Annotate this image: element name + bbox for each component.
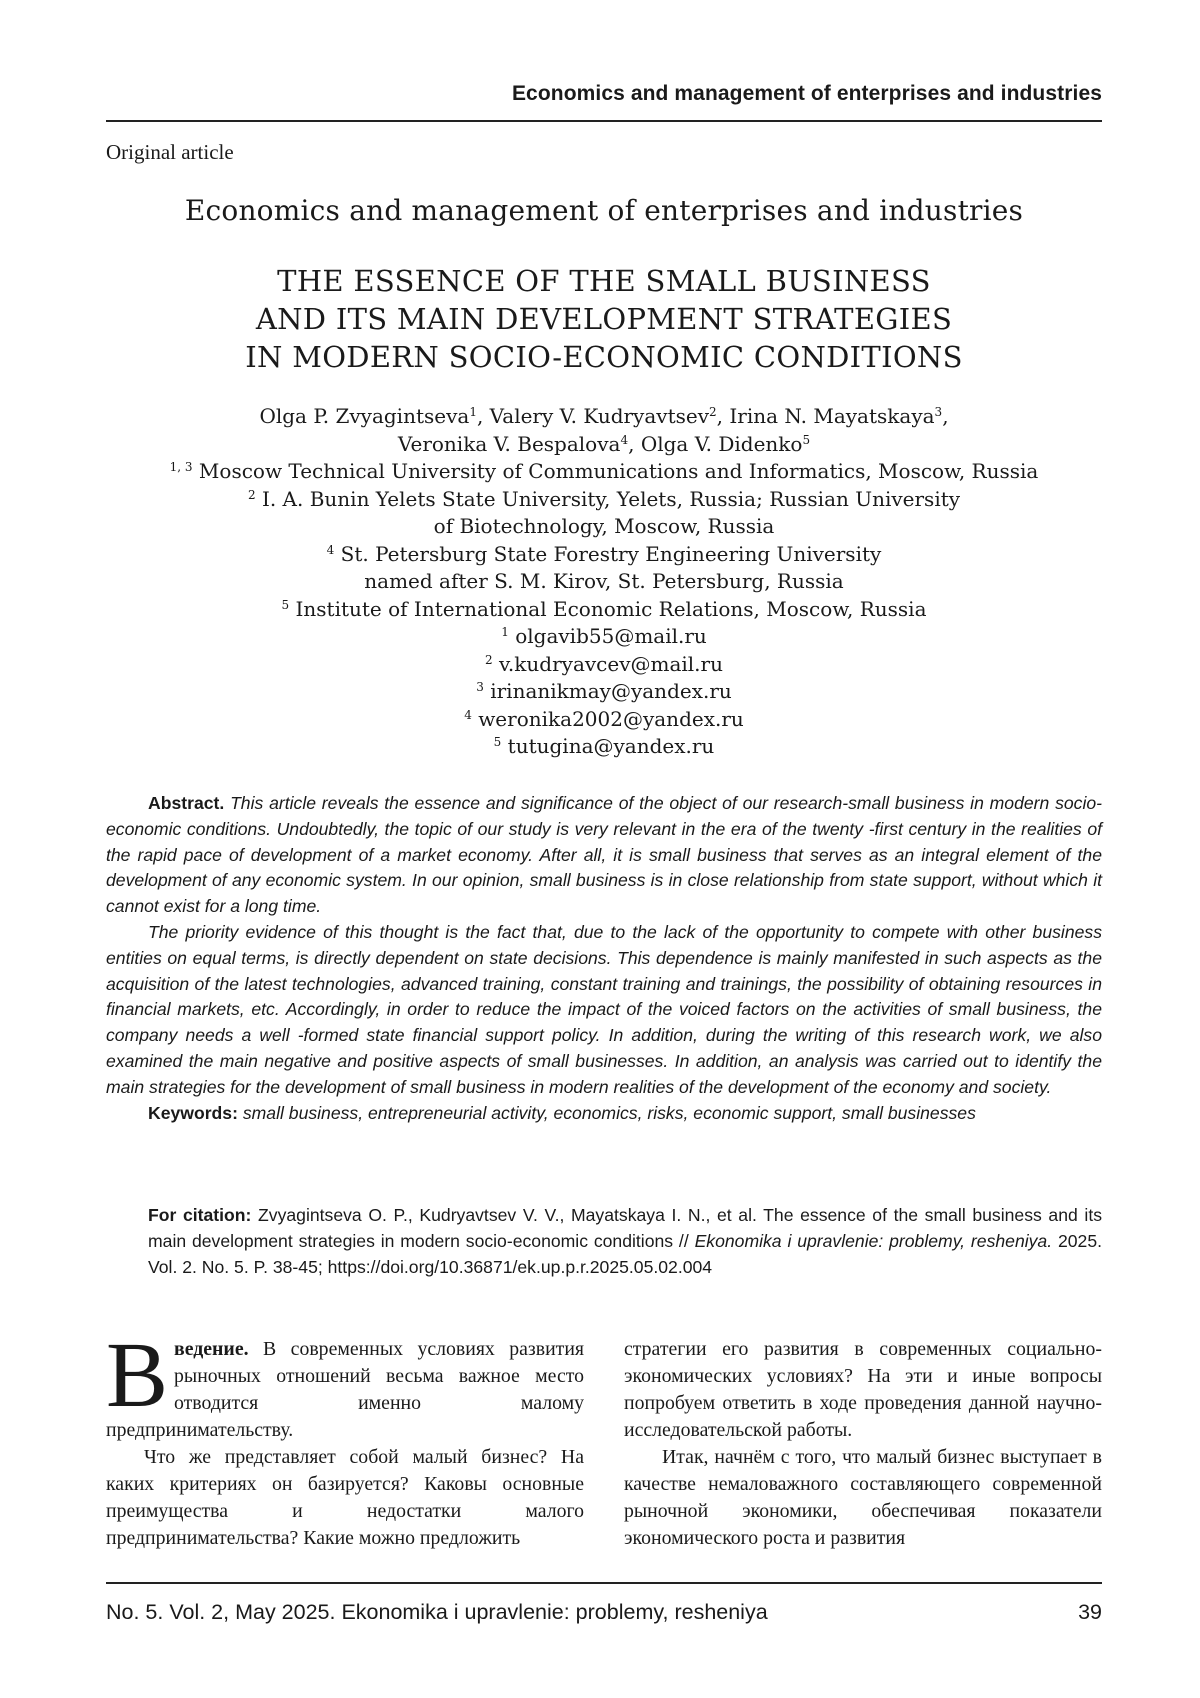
title-line: AND ITS MAIN DEVELOPMENT STRATEGIES — [106, 300, 1102, 338]
authors-block — [106, 403, 1102, 761]
author-sup: 5 — [802, 433, 810, 447]
author-sup: 1 — [469, 405, 477, 419]
author-sup: 2 — [709, 405, 717, 419]
affiliation-text: Institute of International Economic Relations, Moscow, Russia — [296, 597, 927, 621]
affiliation-cont: named after S. M. Kirov, St. Petersburg, Russia — [106, 568, 1102, 596]
affiliation-sup: 4 — [327, 543, 335, 557]
email-link[interactable]: irinanikmay@yandex.ru — [490, 679, 732, 703]
affiliation-cont: of Biotechnology, Moscow, Russia — [106, 513, 1102, 541]
abstract-paragraph — [106, 791, 1102, 920]
body-paragraph: Что же представляет собой малый бизнес? На каких критериях он базируется? Каковы основные преимущества и недостатки малого предпринимательства? Какие можно предложить — [106, 1444, 584, 1552]
paper-title — [106, 262, 1102, 376]
affiliation-sup: 1, 3 — [170, 460, 193, 474]
affiliation-text: I. A. Bunin Yelets State University, Yelets, Russia; Russian University — [262, 487, 960, 511]
email-sup: 4 — [464, 708, 472, 722]
abstract-text: This article reveals the essence and significance of the object of our research-small business in modern socio-economic conditions. Undoubtedly, the topic of our study is very relevant in the era of the twenty -first century in the realities of the rapid pace of development of a market economy. After all, it is small business that serves as an integral element of the development of any economic system. In our opinion, small business is in close relationship from state support, without which it cannot exist for a long time. — [106, 793, 1102, 916]
affiliation-sup: 2 — [248, 488, 256, 502]
author-name: Olga P. Zvyagintseva — [259, 404, 469, 428]
affiliation — [106, 541, 1102, 569]
header-rule — [106, 120, 1102, 122]
keywords-text: small business, entrepreneurial activity, economics, risks, economic support, small businesses — [243, 1103, 976, 1123]
author-name: Valery V. Kudryavtsev — [490, 404, 709, 428]
citation — [148, 1203, 1102, 1280]
email-sup: 3 — [476, 680, 484, 694]
body-paragraph: Итак, начнём с того, что малый бизнес выступает в качестве немаловажного составляющего современной рыночной экономики, обеспечивая показатели экономического роста и развития — [624, 1444, 1102, 1552]
abstract — [106, 791, 1102, 1126]
keywords-label: Keywords: — [148, 1103, 238, 1123]
body-paragraph: стратегии его развития в современных социально-экономических условиях? На эти и иные вопросы попробуем ответить в ходе проведения данной научно-исследовательской работы. — [624, 1336, 1102, 1444]
author-name: Veronika V. Bespalova — [398, 432, 621, 456]
body-text: В современных условиях развития рыночных отношений весьма важное место отводится именно малому предпринимательству. — [106, 1338, 584, 1441]
drop-cap: В — [106, 1338, 168, 1414]
affiliation — [106, 596, 1102, 624]
abstract-text: The priority evidence of this thought is the fact that, due to the lack of the opportunity to compete with other business entities on equal terms, is directly dependent on state decisions. This dependence is mainly manifested in such aspects as the acquisition of the latest technologies, advanced training, constant training and trainings, the possibility of obtaining resources in financial markets, etc. Accordingly, in order to reduce the impact of the voiced factors on the activities of small business, the company needs a well -formed state financial support policy. In addition, during the writing of this research work, we also examined the main negative and positive aspects of small businesses. In addition, an analysis was carried out to identify the main strategies for the development of small business in modern realities of the development of the economy and society. — [106, 922, 1102, 1097]
email-link[interactable]: weronika2002@yandex.ru — [478, 707, 744, 731]
author-sup: 4 — [620, 433, 628, 447]
abstract-label: Abstract. — [148, 793, 224, 813]
affiliation-text: St. Petersburg State Forestry Engineering University — [341, 542, 882, 566]
title-line: IN MODERN SOCIO-ECONOMIC CONDITIONS — [106, 338, 1102, 376]
citation-details[interactable]: 2025. Vol. 2. No. 5. P. 38-45; https://doi.org/10.36871/ek.up.p.r.2025.05.02.004 — [148, 1231, 1102, 1277]
author-line: Olga P. Zvyagintseva1, Valery V. Kudryavtsev2, Irina N. Mayatskaya3, — [106, 403, 1102, 431]
email-line — [106, 733, 1102, 761]
body-paragraph — [106, 1336, 584, 1444]
citation-label: For citation: — [148, 1205, 251, 1225]
journal-page — [0, 0, 1200, 1698]
affiliation — [106, 458, 1102, 486]
email-line — [106, 706, 1102, 734]
abstract-paragraph — [106, 920, 1102, 1101]
author-sup: 3 — [935, 405, 943, 419]
author-line: Veronika V. Bespalova4, Olga V. Didenko5 — [106, 431, 1102, 459]
email-sup: 1 — [501, 625, 509, 639]
author-name: Olga V. Didenko — [641, 432, 803, 456]
author-name: Irina N. Mayatskaya — [729, 404, 934, 428]
email-sup: 2 — [485, 653, 493, 667]
affiliation-sup: 5 — [282, 598, 290, 612]
affiliation — [106, 486, 1102, 514]
body-column-right — [624, 1336, 1102, 1552]
section-title: Economics and management of enterprises and industries — [106, 194, 1102, 227]
email-link[interactable]: olgavib55@mail.ru — [515, 624, 707, 648]
email-line — [106, 678, 1102, 706]
body-column-left — [106, 1336, 584, 1552]
title-line: THE ESSENCE OF THE SMALL BUSINESS — [106, 262, 1102, 300]
keywords — [106, 1101, 1102, 1127]
citation-journal: Ekonomika i upravlenie: problemy, resheniya. — [695, 1231, 1053, 1251]
email-line — [106, 651, 1102, 679]
affiliation-text: Moscow Technical University of Communications and Informatics, Moscow, Russia — [199, 459, 1038, 483]
email-link[interactable]: tutugina@yandex.ru — [508, 734, 715, 758]
running-head: Economics and management of enterprises and industries — [106, 82, 1102, 106]
intro-heading: ведение. — [174, 1338, 249, 1360]
footer-journal-line: No. 5. Vol. 2, May 2025. Ekonomika i upravlenie: problemy, resheniya — [106, 1600, 768, 1625]
citation-text: Zvyagintseva O. P., Kudryavtsev V. V., Mayatskaya I. N., et al. The essence of the small business and its main development strategies in modern socio-economic conditions // — [148, 1205, 1102, 1251]
email-sup: 5 — [494, 735, 502, 749]
page-number: 39 — [1078, 1600, 1102, 1625]
article-type: Original article — [106, 140, 234, 165]
footer-rule — [106, 1582, 1102, 1584]
email-line — [106, 623, 1102, 651]
email-link[interactable]: v.kudryavcev@mail.ru — [499, 652, 723, 676]
